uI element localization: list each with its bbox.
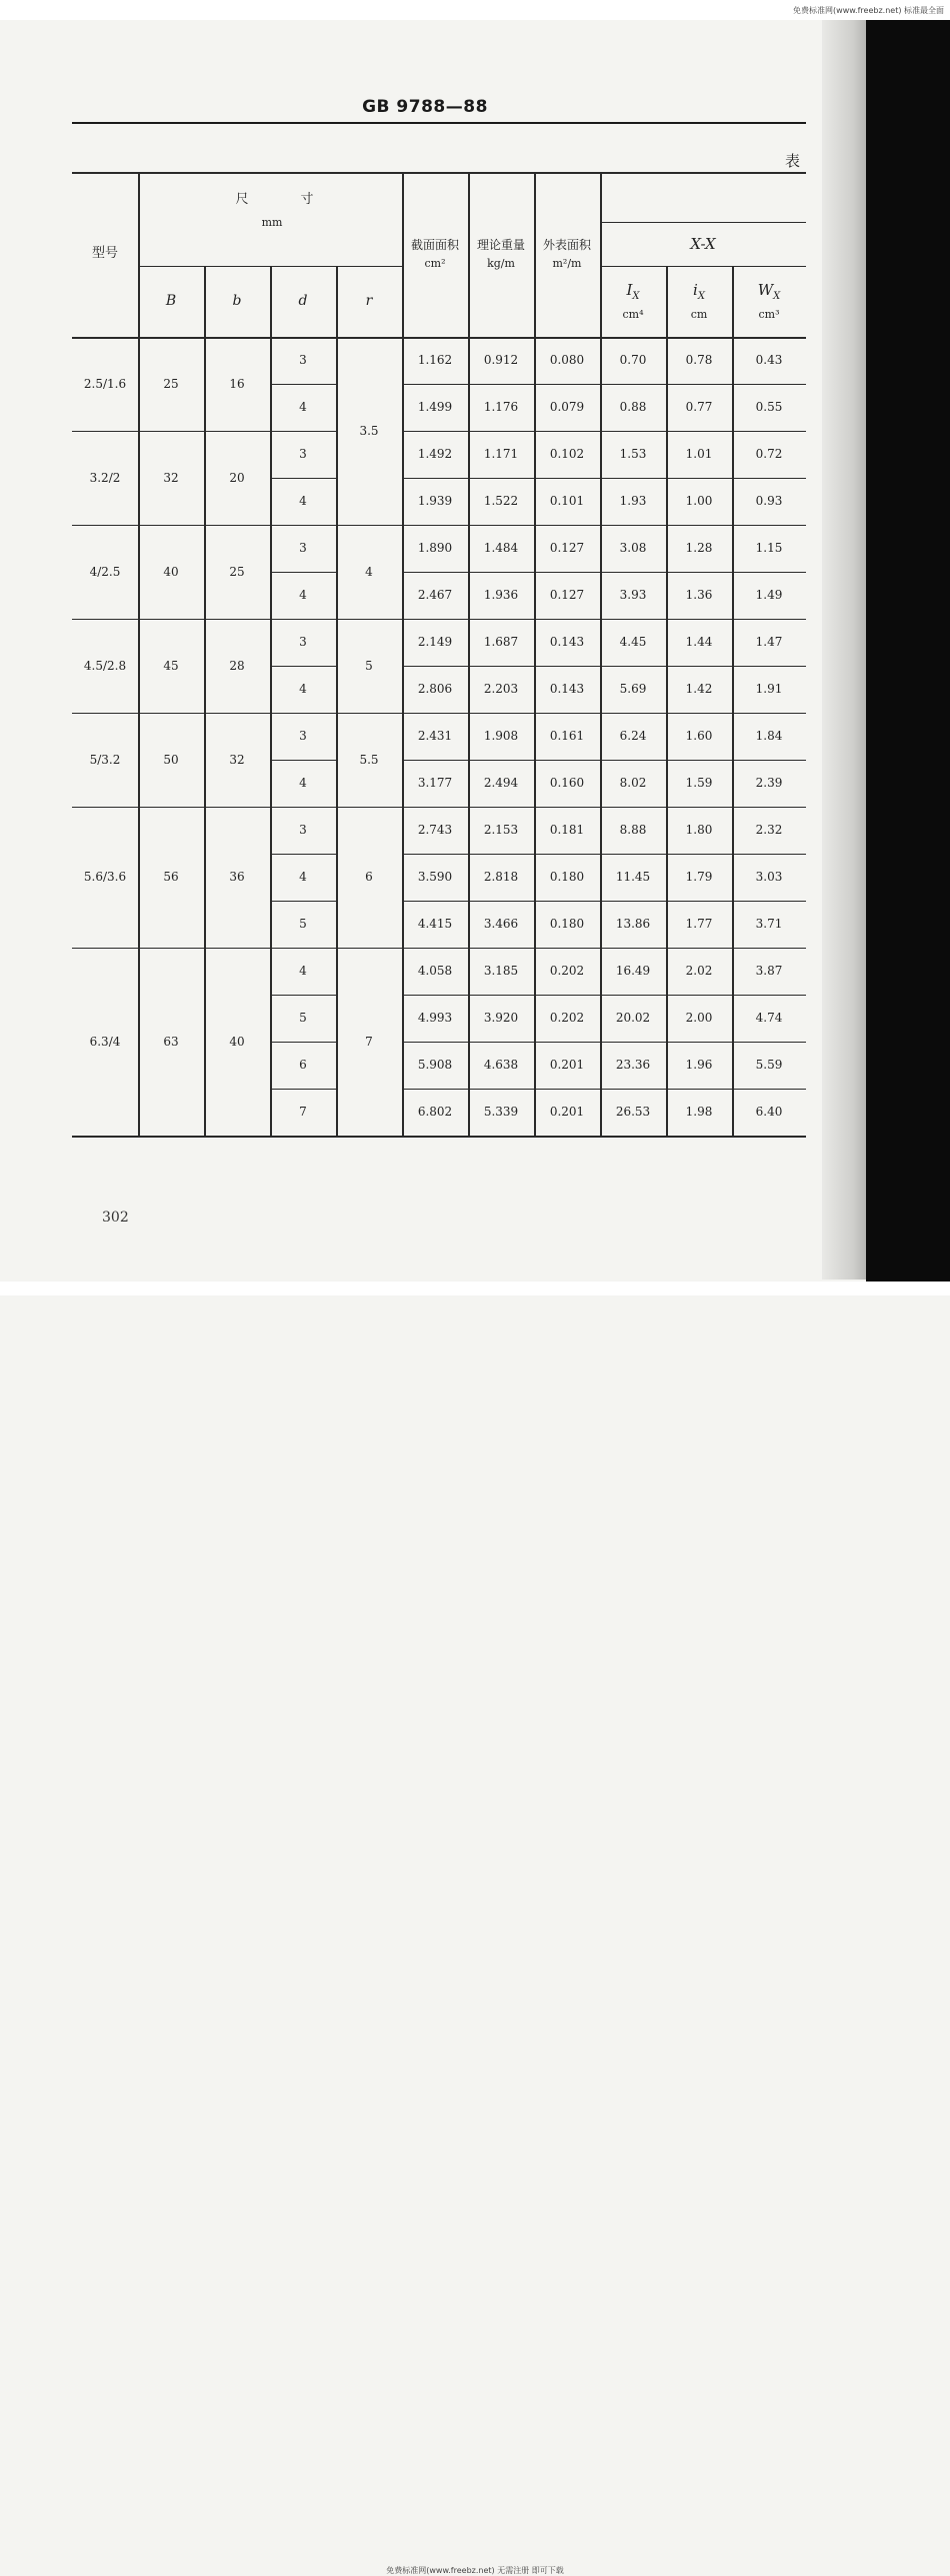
radius-r-cell: 3.5 [359,423,379,438]
header-weight [468,172,534,337]
radius-ix-cell: 1.28 [685,541,713,555]
modulus-Wx-cell: 3.71 [755,917,783,931]
radius-ix-cell: 1.80 [685,823,713,837]
thickness-d-cell: 5 [299,917,307,931]
moment-Ix-cell: 11.45 [615,870,651,884]
scanner-dark-margin [866,20,950,1282]
radius-ix-cell: 1.00 [685,494,713,508]
table-label: 表 [785,152,801,170]
header-dimension-char2: 寸 [300,191,314,207]
weight-cell: 2.203 [483,682,519,696]
header-divider-axis-bottom [600,266,806,267]
width-b-cell: 40 [229,1034,245,1049]
model-cell: 4.5/2.8 [83,658,127,673]
modulus-Wx-cell: 0.55 [755,400,783,414]
modulus-Wx-cell: 1.91 [755,682,783,696]
header-dimension-char1: 尺 [235,191,249,207]
standard-number: GB 9788—88 [362,97,488,117]
weight-cell: 0.912 [483,353,519,367]
moment-Ix-cell: 1.93 [619,494,647,508]
width-B-cell: 63 [163,1034,179,1049]
model-cell: 4/2.5 [89,564,121,579]
radius-ix-cell: 1.42 [685,682,713,696]
surface-cell: 0.161 [549,729,585,743]
moment-Ix-cell: 5.69 [619,682,647,696]
width-b-cell: 16 [229,376,245,391]
moment-Ix-cell: 0.88 [619,400,647,414]
table-bottom-border [72,1136,806,1138]
moment-Ix-cell: 20.02 [615,1011,651,1025]
area-cell: 1.499 [417,400,453,414]
modulus-Wx-cell: 6.40 [755,1105,783,1119]
thickness-d-cell: 3 [299,353,307,367]
header-model: 型号 [91,246,118,262]
width-b-cell: 32 [229,752,245,767]
radius-ix-cell: 2.00 [685,1011,713,1025]
thickness-d-cell: 3 [299,447,307,461]
header-d: d [298,292,308,309]
radius-r-cell: 7 [365,1034,373,1049]
surface-cell: 0.080 [549,353,585,367]
modulus-Wx-cell: 0.93 [755,494,783,508]
radius-ix-cell: 1.44 [685,635,713,649]
thickness-d-cell: 6 [299,1058,307,1072]
modulus-Wx-cell: 0.43 [755,353,783,367]
header-ix [666,266,732,337]
modulus-Wx-cell: 1.49 [755,588,783,602]
area-cell: 1.492 [417,447,453,461]
header-ix-symbol: $i_X$ [693,281,705,303]
weight-cell: 3.466 [483,917,519,931]
weight-cell: 4.638 [483,1058,519,1072]
weight-cell: 1.522 [483,494,519,508]
header-Wx-unit: cm³ [758,307,780,321]
header-Wx-symbol: $W_X$ [757,281,781,303]
weight-cell: 1.908 [483,729,519,743]
radius-r-cell: 5.5 [359,752,379,767]
modulus-Wx-cell: 5.59 [755,1058,783,1072]
model-cell: 5/3.2 [89,752,121,767]
radius-r-cell: 4 [365,564,373,579]
modulus-Wx-cell: 0.72 [755,447,783,461]
radius-ix-cell: 1.77 [685,917,713,931]
surface-cell: 0.201 [549,1105,585,1119]
header-area-label: 截面面积 [410,238,459,253]
radius-r-cell: 5 [365,658,373,673]
surface-cell: 0.160 [549,776,585,790]
thickness-d-cell: 4 [299,494,307,508]
area-cell: 3.590 [417,870,453,884]
radius-ix-cell: 1.60 [685,729,713,743]
moment-Ix-cell: 1.53 [619,447,647,461]
moment-Ix-cell: 8.88 [619,823,647,837]
area-cell: 1.162 [417,353,453,367]
width-b-cell: 25 [229,564,245,579]
surface-cell: 0.202 [549,964,585,978]
weight-cell: 1.176 [483,400,519,414]
header-Ix-symbol: $I_X$ [626,281,640,303]
header-Ix [600,266,666,337]
modulus-Wx-cell: 3.03 [755,870,783,884]
width-b-cell: 20 [229,470,245,485]
moment-Ix-cell: 0.70 [619,353,647,367]
radius-ix-cell: 1.79 [685,870,713,884]
thickness-d-cell: 7 [299,1105,307,1119]
top-watermark: 免费标准网(www.freebz.net) 标准最全面 [793,6,944,15]
surface-cell: 0.202 [549,1011,585,1025]
radius-ix-cell: 0.78 [685,353,713,367]
modulus-Wx-cell: 2.32 [755,823,783,837]
model-cell: 6.3/4 [89,1034,121,1049]
thickness-d-cell: 3 [299,541,307,555]
area-cell: 2.149 [417,635,453,649]
area-cell: 4.058 [417,964,453,978]
thickness-d-cell: 4 [299,776,307,790]
header-weight-label: 理论重量 [476,238,525,253]
moment-Ix-cell: 13.86 [615,917,651,931]
bottom-watermark-strip [0,1282,950,2575]
moment-Ix-cell: 8.02 [619,776,647,790]
weight-cell: 3.920 [483,1011,519,1025]
bottom-watermark: 免费标准网(www.freebz.net) 无需注册 即可下载 [386,2566,564,2575]
header-surface-label: 外表面积 [542,238,591,253]
thickness-d-cell: 4 [299,870,307,884]
area-cell: 6.802 [417,1105,453,1119]
area-cell: 2.806 [417,682,453,696]
surface-cell: 0.143 [549,635,585,649]
radius-ix-cell: 2.02 [685,964,713,978]
moment-Ix-cell: 23.36 [615,1058,651,1072]
table-top-border [72,172,806,174]
moment-Ix-cell: 3.93 [619,588,647,602]
surface-cell: 0.180 [549,917,585,931]
surface-cell: 0.180 [549,870,585,884]
header-B: B [165,292,177,309]
thickness-d-cell: 3 [299,635,307,649]
area-cell: 2.431 [417,729,453,743]
width-b-cell: 28 [229,658,245,673]
modulus-Wx-cell: 1.15 [755,541,783,555]
area-cell: 2.467 [417,588,453,602]
radius-ix-cell: 1.98 [685,1105,713,1119]
weight-cell: 5.339 [483,1105,519,1119]
moment-Ix-cell: 16.49 [615,964,651,978]
header-r: r [365,292,373,309]
angle-steel-table [72,0,806,1140]
header-Ix-unit: cm⁴ [622,307,644,321]
header-surface-unit: m²/m [552,257,582,271]
weight-cell: 1.171 [483,447,519,461]
header-divider-axis-top [600,222,806,223]
weight-cell: 2.818 [483,870,519,884]
surface-cell: 0.201 [549,1058,585,1072]
surface-cell: 0.102 [549,447,585,461]
surface-cell: 0.143 [549,682,585,696]
weight-cell: 1.687 [483,635,519,649]
width-B-cell: 56 [163,870,179,884]
area-cell: 1.939 [417,494,453,508]
width-B-cell: 32 [163,470,179,485]
weight-cell: 1.936 [483,588,519,602]
area-cell: 5.908 [417,1058,453,1072]
moment-Ix-cell: 4.45 [619,635,647,649]
header-ix-unit: cm [690,307,708,321]
weight-cell: 3.185 [483,964,519,978]
model-cell: 5.6/3.6 [83,870,127,884]
radius-ix-cell: 1.36 [685,588,713,602]
width-b-cell: 36 [229,870,245,884]
header-area [402,172,468,337]
surface-cell: 0.079 [549,400,585,414]
surface-cell: 0.127 [549,588,585,602]
thickness-d-cell: 4 [299,400,307,414]
thickness-d-cell: 5 [299,1011,307,1025]
area-cell: 1.890 [417,541,453,555]
header-b: b [232,292,242,309]
thickness-d-cell: 4 [299,588,307,602]
modulus-Wx-cell: 4.74 [755,1011,783,1025]
surface-cell: 0.127 [549,541,585,555]
moment-Ix-cell: 26.53 [615,1105,651,1119]
thickness-d-cell: 3 [299,823,307,837]
header-Wx [732,266,806,337]
thickness-d-cell: 4 [299,682,307,696]
header-area-unit: cm² [424,257,446,271]
radius-ix-cell: 1.96 [685,1058,713,1072]
header-weight-unit: kg/m [487,257,515,271]
width-B-cell: 45 [163,658,179,673]
weight-cell: 2.153 [483,823,519,837]
area-cell: 2.743 [417,823,453,837]
area-cell: 4.415 [417,917,453,931]
model-cell: 2.5/1.6 [83,376,127,391]
weight-cell: 1.484 [483,541,519,555]
radius-ix-cell: 1.01 [685,447,713,461]
radius-ix-cell: 0.77 [685,400,713,414]
moment-Ix-cell: 3.08 [619,541,647,555]
header-surface [534,172,600,337]
area-cell: 3.177 [417,776,453,790]
page-edge-shadow [822,20,866,1280]
modulus-Wx-cell: 1.47 [755,635,783,649]
modulus-Wx-cell: 2.39 [755,776,783,790]
header-dimension-unit: mm [261,216,283,230]
header-axis-xx: X-X [690,234,716,253]
width-B-cell: 40 [163,564,179,579]
thickness-d-cell: 3 [299,729,307,743]
page-number: 302 [102,1210,129,1226]
area-cell: 4.993 [417,1011,453,1025]
surface-cell: 0.181 [549,823,585,837]
radius-r-cell: 6 [365,870,373,884]
weight-cell: 2.494 [483,776,519,790]
width-B-cell: 25 [163,376,179,391]
width-B-cell: 50 [163,752,179,767]
surface-cell: 0.101 [549,494,585,508]
thickness-d-cell: 4 [299,964,307,978]
modulus-Wx-cell: 1.84 [755,729,783,743]
radius-ix-cell: 1.59 [685,776,713,790]
moment-Ix-cell: 6.24 [619,729,647,743]
model-cell: 3.2/2 [89,470,121,485]
modulus-Wx-cell: 3.87 [755,964,783,978]
